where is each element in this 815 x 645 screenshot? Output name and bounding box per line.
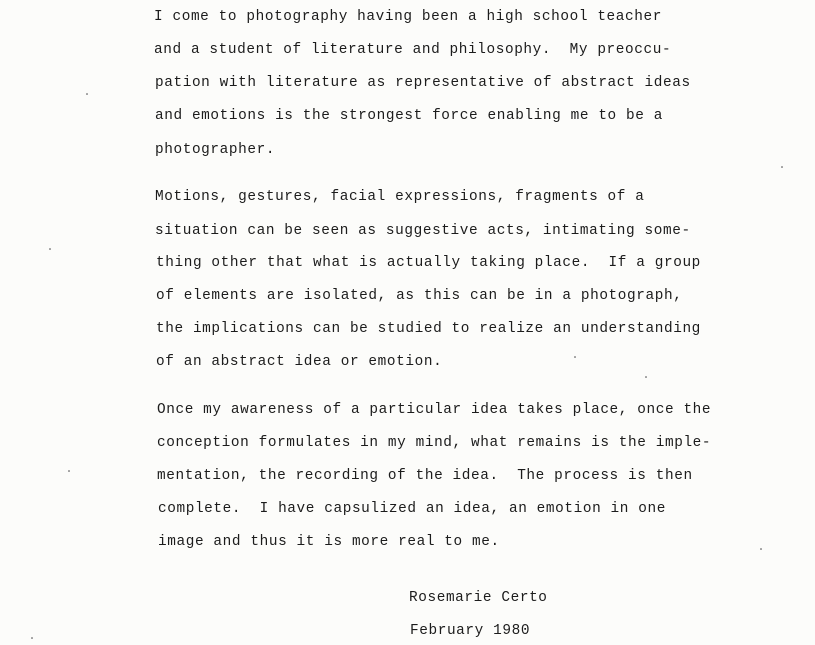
paragraph-1-line-1: I come to photography having been a high school teacher: [154, 9, 662, 25]
paragraph-1-line-5: photographer.: [155, 142, 276, 158]
paragraph-3-line-5: image and thus it is more real to me.: [158, 534, 500, 550]
paragraph-2-line-5: the implications can be studied to realize an understanding: [156, 321, 701, 337]
paragraph-2-line-3: thing other that what is actually taking place. If a group: [156, 255, 701, 271]
scan-speck: [31, 637, 33, 639]
scan-speck: [49, 248, 51, 250]
scan-speck: [574, 356, 576, 358]
paragraph-1-line-2: and a student of literature and philosophy. My preoccu-: [154, 42, 672, 58]
paragraph-2-line-6: of an abstract idea or emotion.: [156, 354, 443, 370]
signature-date: February 1980: [410, 623, 531, 639]
paragraph-3-line-1: Once my awareness of a particular idea takes place, once the: [157, 402, 712, 418]
paragraph-2-line-2: situation can be seen as suggestive acts, intimating some-: [155, 223, 691, 239]
scan-speck: [645, 376, 647, 378]
paragraph-3-line-4: complete. I have capsulized an idea, an emotion in one: [158, 501, 666, 517]
paragraph-1-line-4: and emotions is the strongest force enabling me to be a: [155, 108, 663, 124]
scan-speck: [86, 93, 88, 95]
scan-speck: [68, 470, 70, 472]
paragraph-2-line-1: Motions, gestures, facial expressions, fragments of a: [155, 189, 645, 205]
scan-speck: [760, 548, 762, 550]
paragraph-3-line-2: conception formulates in my mind, what remains is the imple-: [157, 435, 712, 451]
paragraph-3-line-3: mentation, the recording of the idea. The process is then: [157, 468, 693, 484]
paragraph-2-line-4: of elements are isolated, as this can be in a photograph,: [156, 288, 683, 304]
scan-speck: [781, 166, 783, 168]
paragraph-1-line-3: pation with literature as representative of abstract ideas: [155, 75, 691, 91]
signature-name: Rosemarie Certo: [409, 590, 548, 606]
